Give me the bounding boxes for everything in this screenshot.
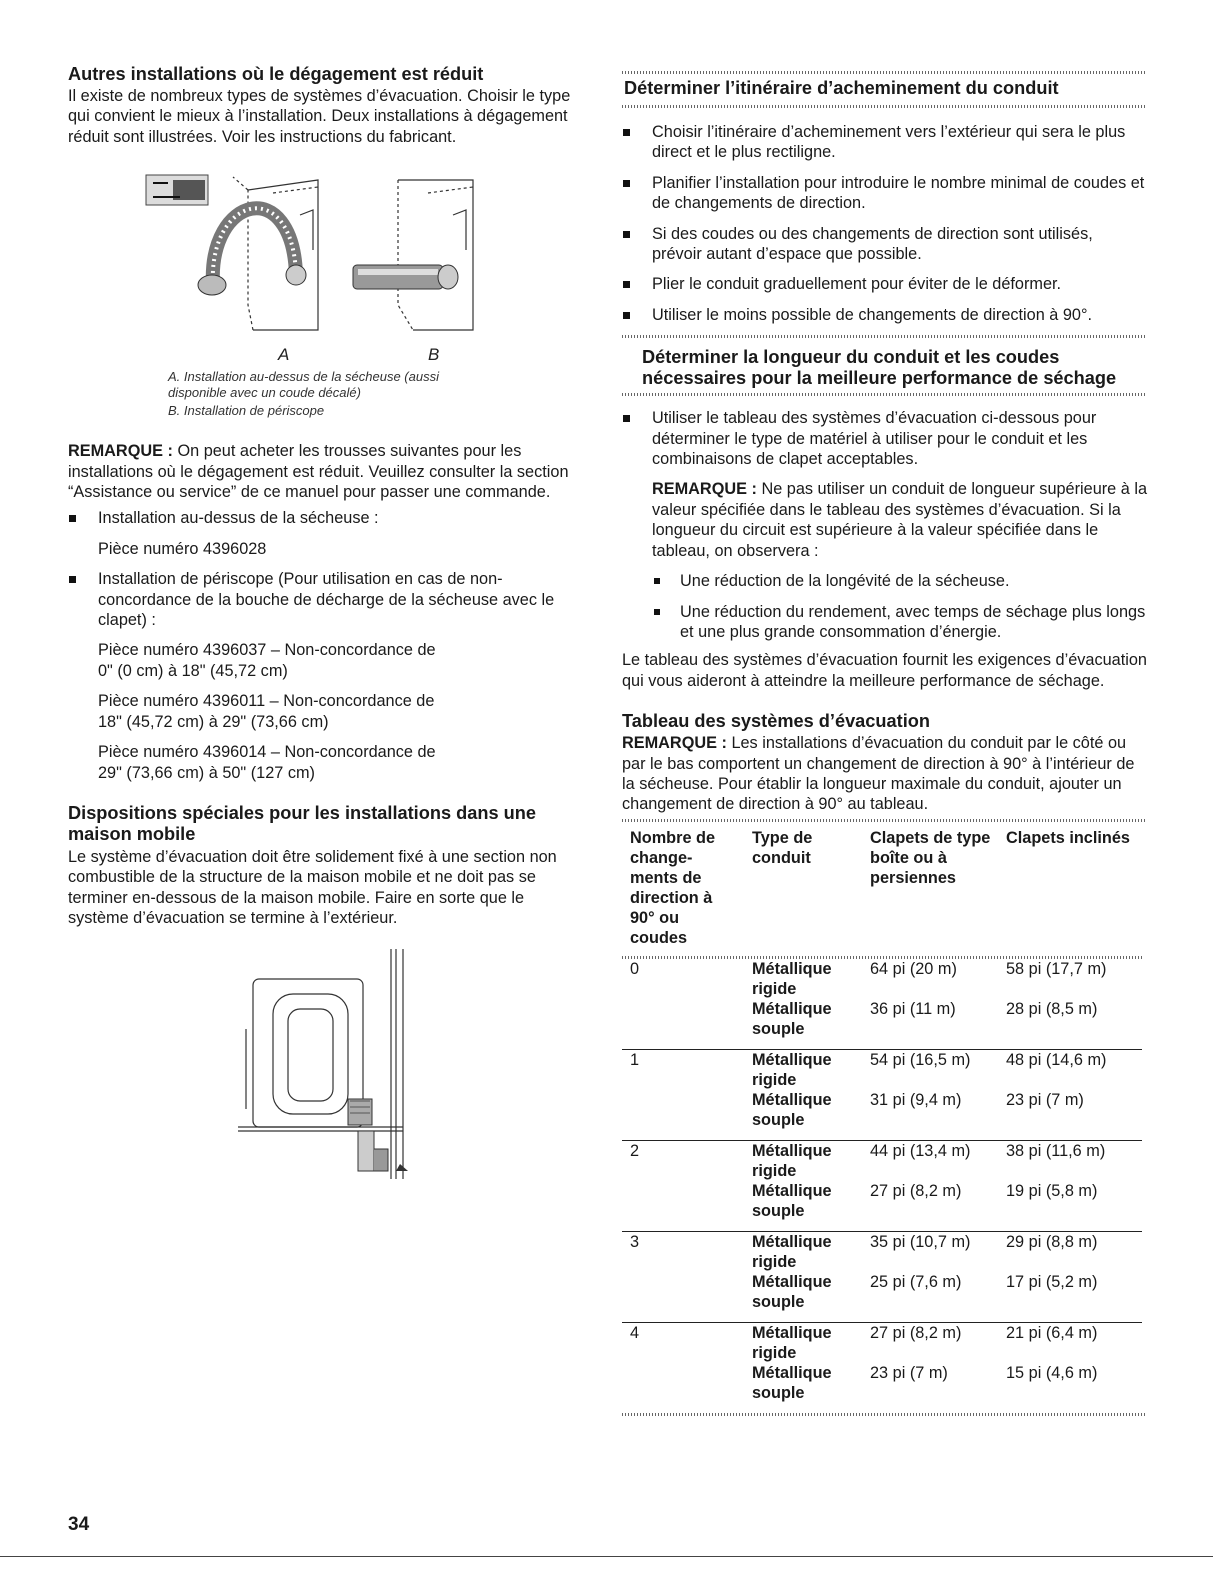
figure-caption-b: B. Installation de périscope	[168, 403, 325, 419]
table-row	[622, 1090, 1142, 1141]
empty-cell	[622, 1181, 752, 1232]
col-header-duct-type: Type de conduit	[752, 828, 813, 867]
duct-type-cell: Métallique souple	[752, 1181, 870, 1232]
part-periscope-2-line2: 18" (45,72 cm) à 29" (73,66 cm)	[98, 712, 329, 731]
bends-count-cell: 4	[630, 1323, 640, 1342]
footer-rule	[0, 1556, 1213, 1557]
table-row	[622, 1049, 1142, 1090]
table-row	[622, 1363, 1142, 1403]
empty-cell	[622, 999, 752, 1050]
part-periscope-3-line2: 29" (73,66 cm) à 50" (127 cm)	[98, 763, 315, 782]
angled-hood-length-cell: 23 pi (7 m)	[1006, 1090, 1142, 1141]
clearance-installation-figure	[68, 155, 588, 365]
consequence-1: Une réduction de la longévité de la sécheuse.	[622, 571, 1147, 591]
table-header-row	[622, 828, 1142, 956]
bullet-periscope: Installation de périscope (Pour utilisation en cas de non-concordance de la bouche de décharge de la sécheuse avec le clapet) :	[68, 569, 588, 630]
remark-label: REMARQUE :	[68, 442, 173, 461]
right-column	[622, 0, 1147, 1416]
mobile-home-vent-figure	[68, 949, 588, 1189]
remark-kits	[68, 441, 588, 502]
dryer-a-drawing	[233, 177, 318, 330]
route-bullet-1: Choisir l’itinéraire d’acheminement vers l’extérieur qui sera le plus direct et le plus rectiligne.	[622, 122, 1147, 163]
angled-hood-length-cell: 21 pi (6,4 m)	[1006, 1323, 1098, 1342]
duct-type-cell: Métallique souple	[752, 1090, 870, 1141]
part-over-dryer: Pièce numéro 4396028	[98, 539, 267, 558]
duct-type-cell: Métallique rigide	[752, 959, 832, 998]
length-bullet: Utiliser le tableau des systèmes d’évacuation ci-dessous pour déterminer le type de matériel à utiliser pour le conduit et les combinaisons de clapet acceptables.	[622, 408, 1147, 469]
angled-hood-length-cell: 38 pi (11,6 m)	[1006, 1141, 1106, 1160]
duct-type-cell: Métallique souple	[752, 1363, 832, 1402]
box-hood-length-cell: 25 pi (7,6 m)	[870, 1272, 1006, 1323]
heading-reduced-clearance: Autres installations où le dégagement est réduit	[68, 64, 484, 84]
box-hood-length-cell: 44 pi (13,4 m)	[870, 1141, 971, 1160]
heading-route: Déterminer l’itinéraire d’acheminement du conduit	[624, 78, 1059, 98]
angled-hood-length-cell: 19 pi (5,8 m)	[1006, 1181, 1142, 1232]
table-row	[622, 999, 1142, 1050]
empty-cell	[622, 1090, 752, 1141]
consequence-2: Une réduction du rendement, avec temps de séchage plus longs et une plus grande consommation d’énergie.	[622, 602, 1147, 643]
heading-length: Déterminer la longueur du conduit et les coudes nécessaires pour la meilleure performance de séchage	[642, 347, 1117, 389]
table-body	[622, 959, 1142, 1403]
bends-count-cell: 1	[630, 1050, 640, 1069]
table-row	[622, 1231, 1142, 1272]
table-row	[622, 1322, 1142, 1363]
remark-label: REMARQUE :	[652, 480, 757, 499]
table-remark-text: Les installations d’évacuation du conduit par le côté ou par le bas comportent un changement de direction à 90° à l’intérieur de la sécheuse. Pour établir la longueur maximale du conduit, ajouter un changement de direction à 90° au tableau.	[622, 734, 1135, 814]
figure-label-b: B	[428, 345, 440, 365]
empty-cell	[622, 1363, 752, 1403]
part-periscope-1	[68, 640, 588, 681]
part-periscope-1-line2: 0" (0 cm) à 18" (45,72 cm)	[98, 661, 288, 680]
duct-type-cell: Métallique souple	[752, 1272, 870, 1323]
heading-table: Tableau des systèmes d’évacuation	[622, 711, 930, 732]
part-periscope-3-line1: Pièce numéro 4396014 – Non-concordance de	[98, 743, 436, 762]
angled-hood-length-cell: 15 pi (4,6 m)	[1006, 1363, 1098, 1382]
remark-length-text: Ne pas utiliser un conduit de longueur supérieure à la valeur spécifiée dans le tableau des systèmes d’évacuation. Si la longueur du circuit est supérieure à la valeur spécifiée dans le tableau, on observera :	[652, 480, 1148, 560]
box-hood-length-cell: 23 pi (7 m)	[870, 1363, 948, 1382]
table-row	[622, 1181, 1142, 1232]
figure-label-a: A	[278, 345, 290, 365]
angled-hood-length-cell: 48 pi (14,6 m)	[1006, 1050, 1107, 1069]
angled-hood-length-cell: 28 pi (8,5 m)	[1006, 999, 1142, 1050]
duct-type-cell: Métallique rigide	[752, 1232, 832, 1271]
divider	[622, 335, 1147, 338]
table-row	[622, 1272, 1142, 1323]
remark-label: REMARQUE :	[622, 734, 727, 753]
bends-count-cell: 2	[630, 1141, 640, 1160]
duct-type-cell: Métallique souple	[752, 999, 870, 1050]
heading-mobile-home: Dispositions spéciales pour les installations dans une maison mobile	[68, 802, 536, 844]
left-column	[68, 0, 588, 1189]
empty-cell	[622, 1272, 752, 1323]
box-hood-length-cell: 27 pi (8,2 m)	[870, 1323, 962, 1342]
box-hood-length-cell: 36 pi (11 m)	[870, 999, 1006, 1050]
col-header-bends: Nombre de change-ments de direction à 90° ou coudes	[630, 828, 716, 947]
part-periscope-3	[68, 742, 588, 783]
remark-kits-text: On peut acheter les trousses suivantes pour les installations où le dégagement est réduit. Veuillez consulter la section “Assistance ou service” de ce manuel pour passer une commande.	[68, 442, 569, 502]
duct-type-cell: Métallique rigide	[752, 1323, 832, 1362]
col-header-box-hood: Clapets de type boîte ou à persiennes	[870, 828, 991, 887]
part-periscope-2-line1: Pièce numéro 4396011 – Non-concordance de	[98, 692, 435, 711]
box-hood-length-cell: 35 pi (10,7 m)	[870, 1232, 971, 1251]
duct-type-cell: Métallique rigide	[752, 1050, 832, 1089]
table-remark	[622, 733, 1147, 815]
table-row	[622, 959, 1142, 999]
periscope-duct-b	[353, 265, 443, 289]
part-periscope-1-line1: Pièce numéro 4396037 – Non-concordance de	[98, 641, 436, 660]
route-bullet-5: Utiliser le moins possible de changements de direction à 90°.	[622, 305, 1147, 325]
dryer-b-drawing	[398, 180, 473, 330]
divider	[622, 105, 1147, 108]
table-row	[622, 1140, 1142, 1181]
angled-hood-length-cell: 58 pi (17,7 m)	[1006, 959, 1107, 978]
bullet-over-dryer: Installation au-dessus de la sécheuse :	[68, 508, 588, 528]
bends-count-cell: 3	[630, 1232, 640, 1251]
route-bullet-list	[622, 122, 1147, 325]
route-bullet-3: Si des coudes ou des changements de direction sont utilisés, prévoir autant d’espace que possible.	[622, 224, 1147, 265]
vent-drop	[358, 1131, 374, 1171]
col-header-angled-hood: Clapets inclinés	[1006, 828, 1130, 847]
angled-hood-length-cell: 29 pi (8,8 m)	[1006, 1232, 1098, 1251]
box-hood-length-cell: 31 pi (9,4 m)	[870, 1090, 1006, 1141]
part-periscope-2	[68, 691, 588, 732]
divider	[622, 71, 1147, 74]
remark-length	[622, 479, 1147, 561]
mobile-home-text: Le système d’évacuation doit être solidement fixé à une section non combustible de la structure de la maison mobile et ne doit pas se terminer en-dessous de la maison mobile. Faire en sorte que le système d’évacuation se termine à l’extérieur.	[68, 847, 557, 928]
duct-a-arch	[213, 209, 296, 286]
table-intro: Le tableau des systèmes d’évacuation fournit les exigences d’évacuation qui vous aideront à atteindre la meilleure performance de séchage.	[622, 651, 1147, 690]
box-hood-length-cell: 54 pi (16,5 m)	[870, 1050, 971, 1069]
box-hood-length-cell: 64 pi (20 m)	[870, 959, 957, 978]
box-hood-length-cell: 27 pi (8,2 m)	[870, 1181, 1006, 1232]
angled-hood-length-cell: 17 pi (5,2 m)	[1006, 1272, 1142, 1323]
vent-elbow	[348, 1099, 372, 1125]
figure-caption-a: A. Installation au-dessus de la sécheuse (aussi disponible avec un coude décalé)	[168, 369, 439, 401]
divider	[622, 393, 1147, 396]
reduced-clearance-intro: Il existe de nombreux types de systèmes d’évacuation. Choisir le type qui convient le mieux à l’installation. Deux installations à dégagement réduit sont illustrées. Voir les instructions du fabricant.	[68, 87, 571, 146]
page-number: 34	[68, 1514, 90, 1535]
route-bullet-2: Planifier l’installation pour introduire le nombre minimal de coudes et de changements de direction.	[622, 173, 1147, 214]
bends-count-cell: 0	[630, 959, 640, 978]
divider	[622, 1413, 1147, 1416]
exhaust-system-table	[622, 828, 1142, 1403]
route-bullet-4: Plier le conduit graduellement pour éviter de le déformer.	[622, 274, 1147, 294]
divider	[622, 819, 1147, 822]
duct-type-cell: Métallique rigide	[752, 1141, 832, 1180]
